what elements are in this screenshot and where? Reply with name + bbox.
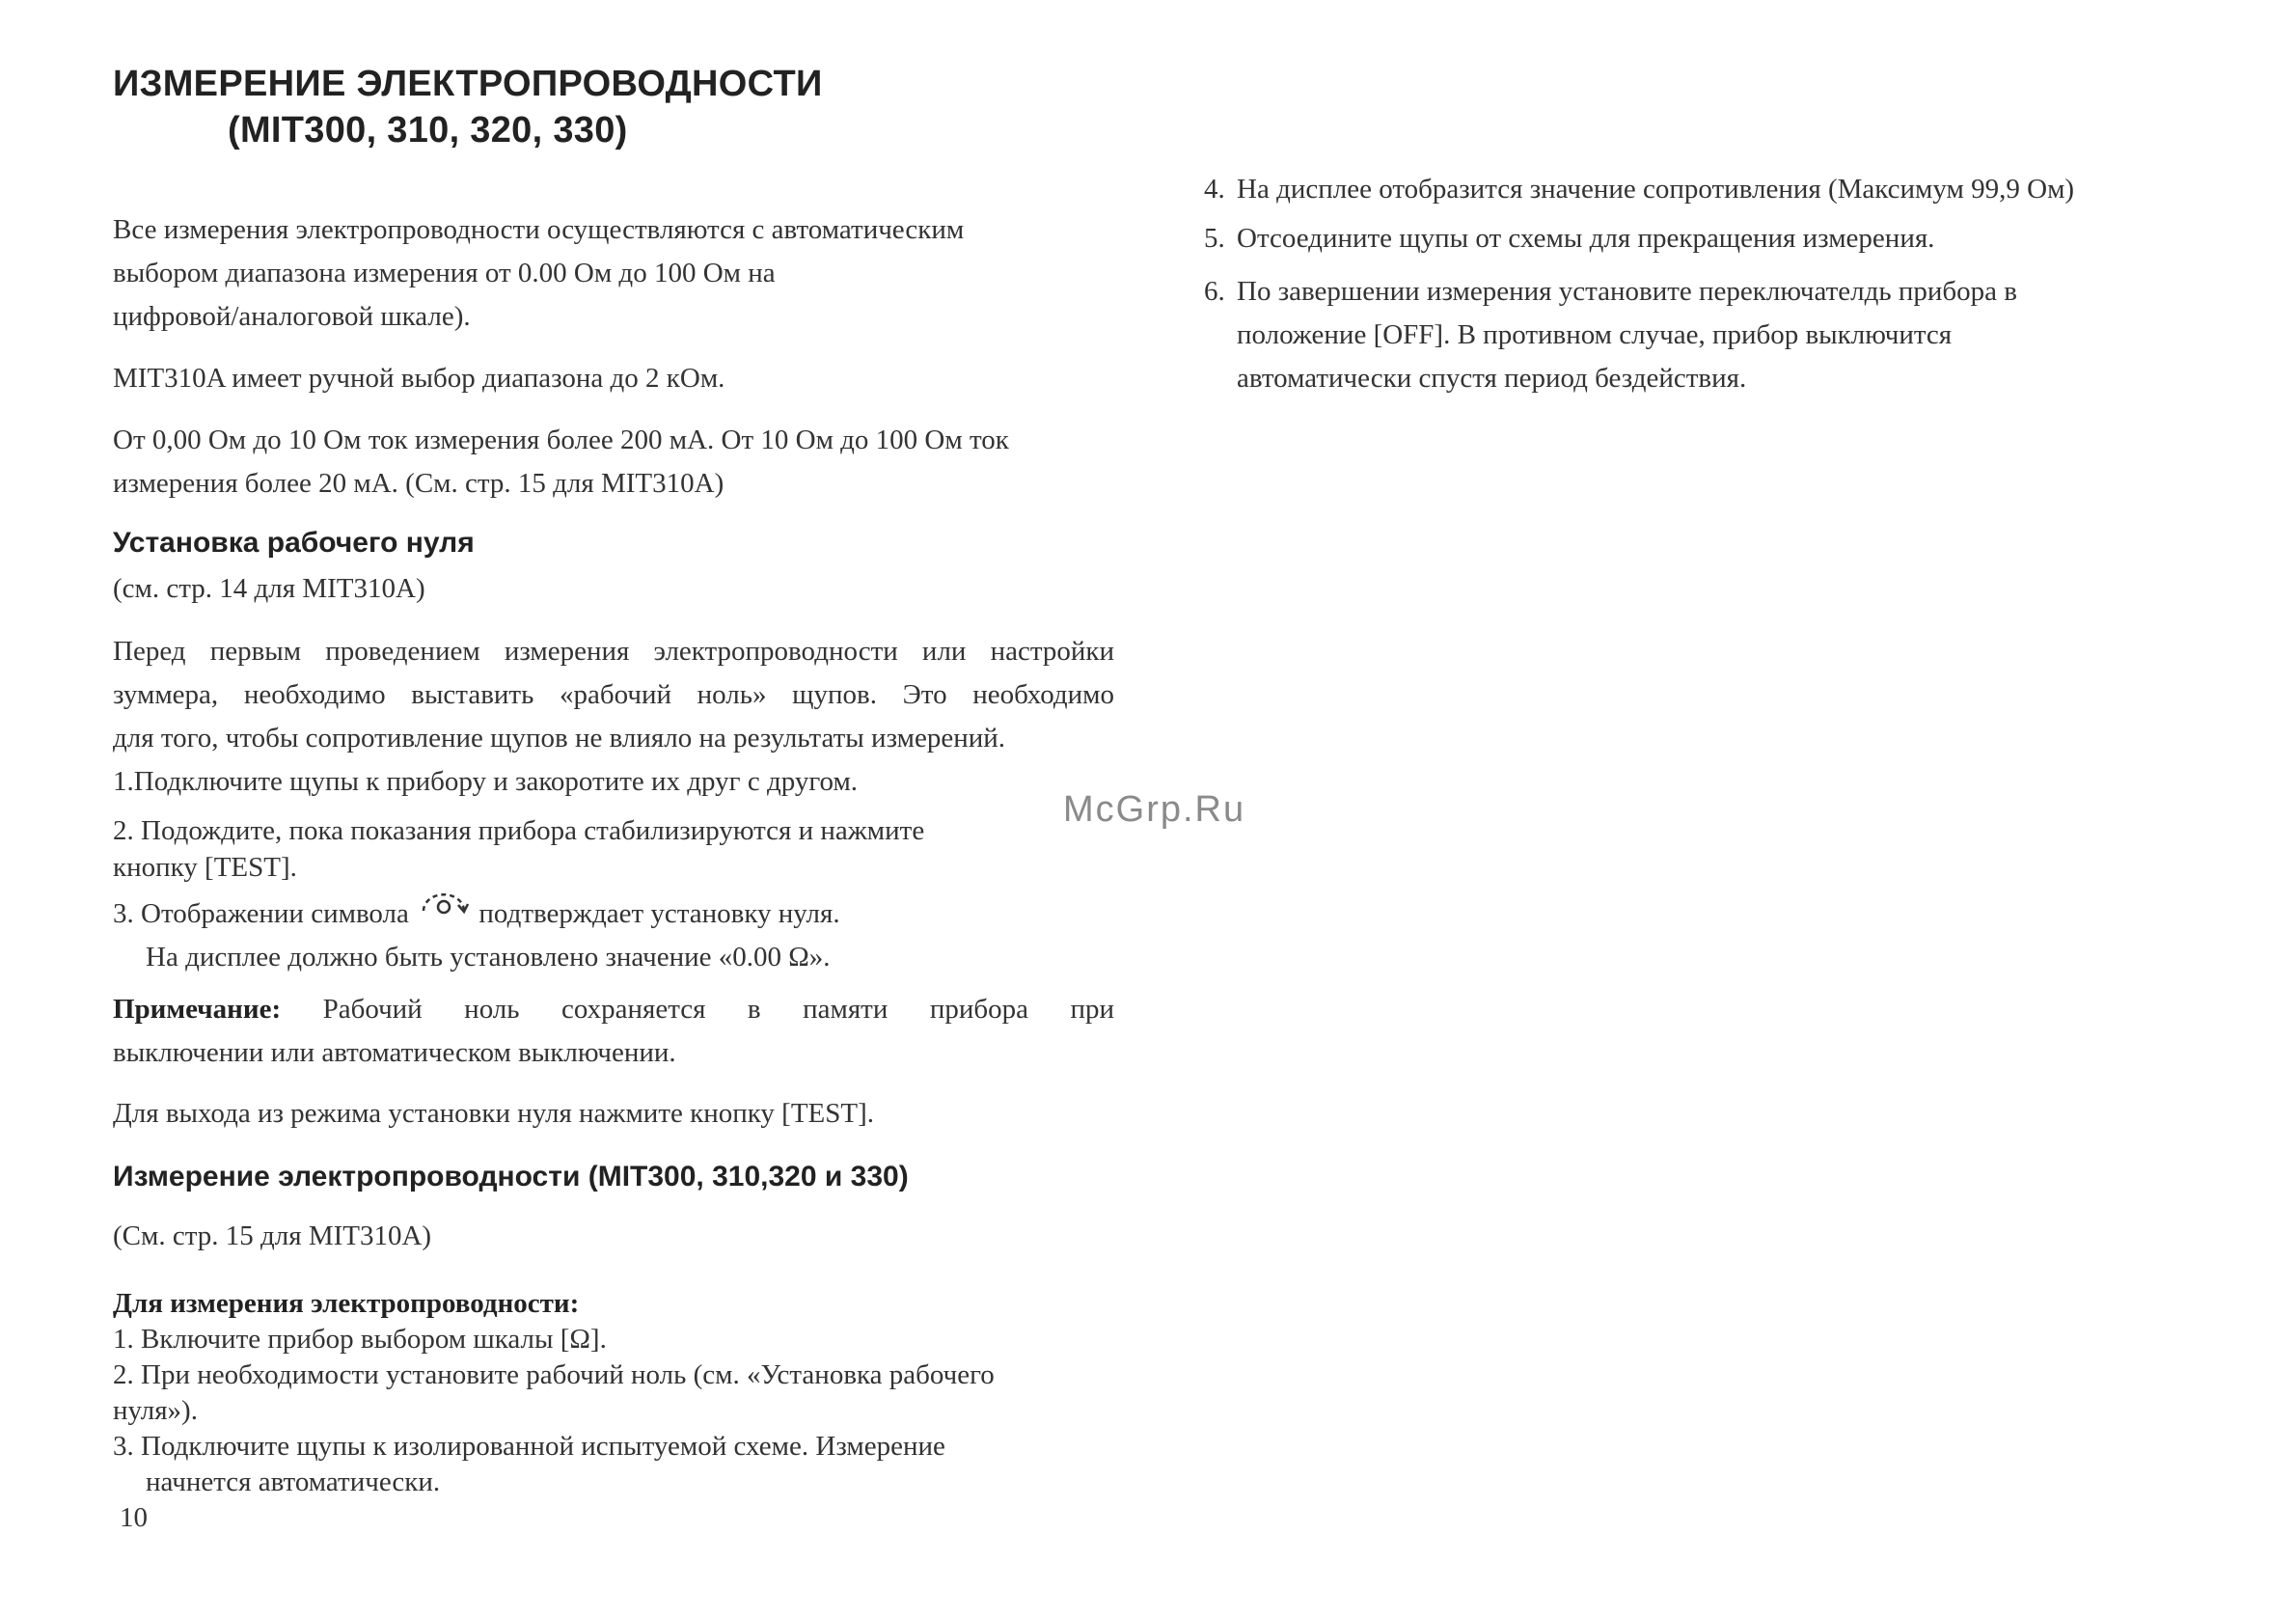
- measure-subheading: [113, 1282, 1114, 1326]
- subheading-line: Для измерения электропроводности:: [113, 1288, 580, 1319]
- mit310a-range-note: [113, 357, 1114, 400]
- zero-adjust-icon: [416, 888, 472, 928]
- current-line: измерения более 20 мА. (См. стр. 15 для MIT310A): [113, 468, 724, 499]
- intro-line: цифровой/аналоговой шкале).: [113, 301, 471, 332]
- watermark: McGrp.Ru: [1063, 789, 1246, 830]
- measure-step-2: нуля»).: [113, 1395, 198, 1426]
- step-6-number: 6.: [1204, 276, 1225, 307]
- current-line: От 0,00 Ом до 10 Ом ток измерения более 200 мА. От 10 Ом до 100 Ом ток: [113, 425, 1009, 455]
- zero-step-2-line: кнопку [TEST].: [113, 852, 297, 883]
- zero-step-3: [113, 888, 1114, 979]
- current-paragraph: [113, 419, 1114, 506]
- step-5-number: 5.: [1204, 223, 1225, 254]
- measure-step-1: 1. Включите прибор выбором шкалы [Ω].: [113, 1324, 607, 1355]
- intro-line: выбором диапазона измерения от 0.00 Ом до 100 Ом на: [113, 258, 776, 288]
- measure-step-2: 2. При необходимости установите рабочий ноль (см. «Установка рабочего: [113, 1359, 995, 1390]
- zero-para-line: зуммера, необходимо выставить «рабочий ноль» щупов. Это необходимо: [113, 679, 1114, 710]
- zero-para-line: Перед первым проведением измерения электропроводности или настройки: [113, 636, 1114, 667]
- zero-step-3-text: подтверждает установку нуля.: [478, 898, 840, 929]
- step-5: [1204, 217, 1934, 260]
- ref-line: (См. стр. 15 для MIT310A): [113, 1220, 432, 1251]
- zero-section-ref: [113, 567, 1114, 611]
- step-6-text: По завершении измерения установите переключателдь прибора в: [1237, 276, 2017, 307]
- measure-step-3: 3. Подключите щупы к изолированной испытуемой схеме. Измерение: [113, 1431, 945, 1462]
- exit-line: Для выхода из режима установки нуля нажмите кнопку [TEST].: [113, 1098, 875, 1129]
- measure-section-heading: Измерение электропроводности (MIT300, 310,320 и 330): [113, 1161, 909, 1192]
- step-6-text: положение [OFF]. В противном случае, прибор выключится: [1237, 319, 1953, 350]
- step-6: [1204, 270, 2017, 400]
- note-paragraph: [113, 988, 1114, 1075]
- intro-paragraph: [113, 208, 1114, 339]
- step-6-text: автоматически спустя период бездействия.: [1237, 363, 1747, 394]
- step-4-number: 4.: [1204, 174, 1225, 205]
- zero-step-3-text: 3. Отображении символа: [113, 898, 409, 929]
- range-note-line: MIT310A имеет ручной выбор диапазона до 2 кОм.: [113, 363, 725, 394]
- step-4-text: На дисплее отобразится значение сопротивления (Максимум 99,9 Ом): [1237, 174, 2075, 205]
- note-line: выключении или автоматическом выключении.: [113, 1037, 676, 1068]
- note-text: Рабочий ноль сохраняется в памяти прибора при: [322, 994, 1115, 1025]
- page-title: ИЗМЕРЕНИЕ ЭЛЕКТРОПРОВОДНОСТИ: [113, 64, 823, 104]
- zero-step-1: 1.Подключите щупы к прибору и закоротите их друг с другом.: [113, 766, 859, 797]
- measure-steps: [113, 1322, 1114, 1500]
- zero-step-2: [113, 812, 1114, 886]
- zero-section-heading: Установка рабочего нуля: [113, 527, 475, 559]
- zero-exit-instruction: [113, 1092, 1114, 1136]
- zero-section-paragraph: [113, 630, 1114, 804]
- measure-step-3: начнется автоматически.: [146, 1466, 441, 1497]
- step-5-text: Отсоедините щупы от схемы для прекращения измерения.: [1237, 223, 1935, 254]
- zero-step-2-line: 2. Подождите, пока показания прибора стабилизируются и нажмите: [113, 815, 925, 846]
- ref-line: (см. стр. 14 для MIT310A): [113, 573, 425, 604]
- zero-step-3-line: На дисплее должно быть установлено значение «0.00 Ω».: [146, 942, 831, 973]
- note-label: Примечание:: [113, 994, 282, 1025]
- intro-line: Все измерения электропроводности осуществляются с автоматическим: [113, 214, 965, 245]
- page-number: 10: [120, 1502, 148, 1533]
- page-subtitle-models: (MIT300, 310, 320, 330): [228, 110, 628, 151]
- measure-section-ref: [113, 1215, 1114, 1258]
- step-4: [1204, 168, 2074, 211]
- zero-para-line: для того, чтобы сопротивление щупов не влияло на результаты измерений.: [113, 723, 1006, 754]
